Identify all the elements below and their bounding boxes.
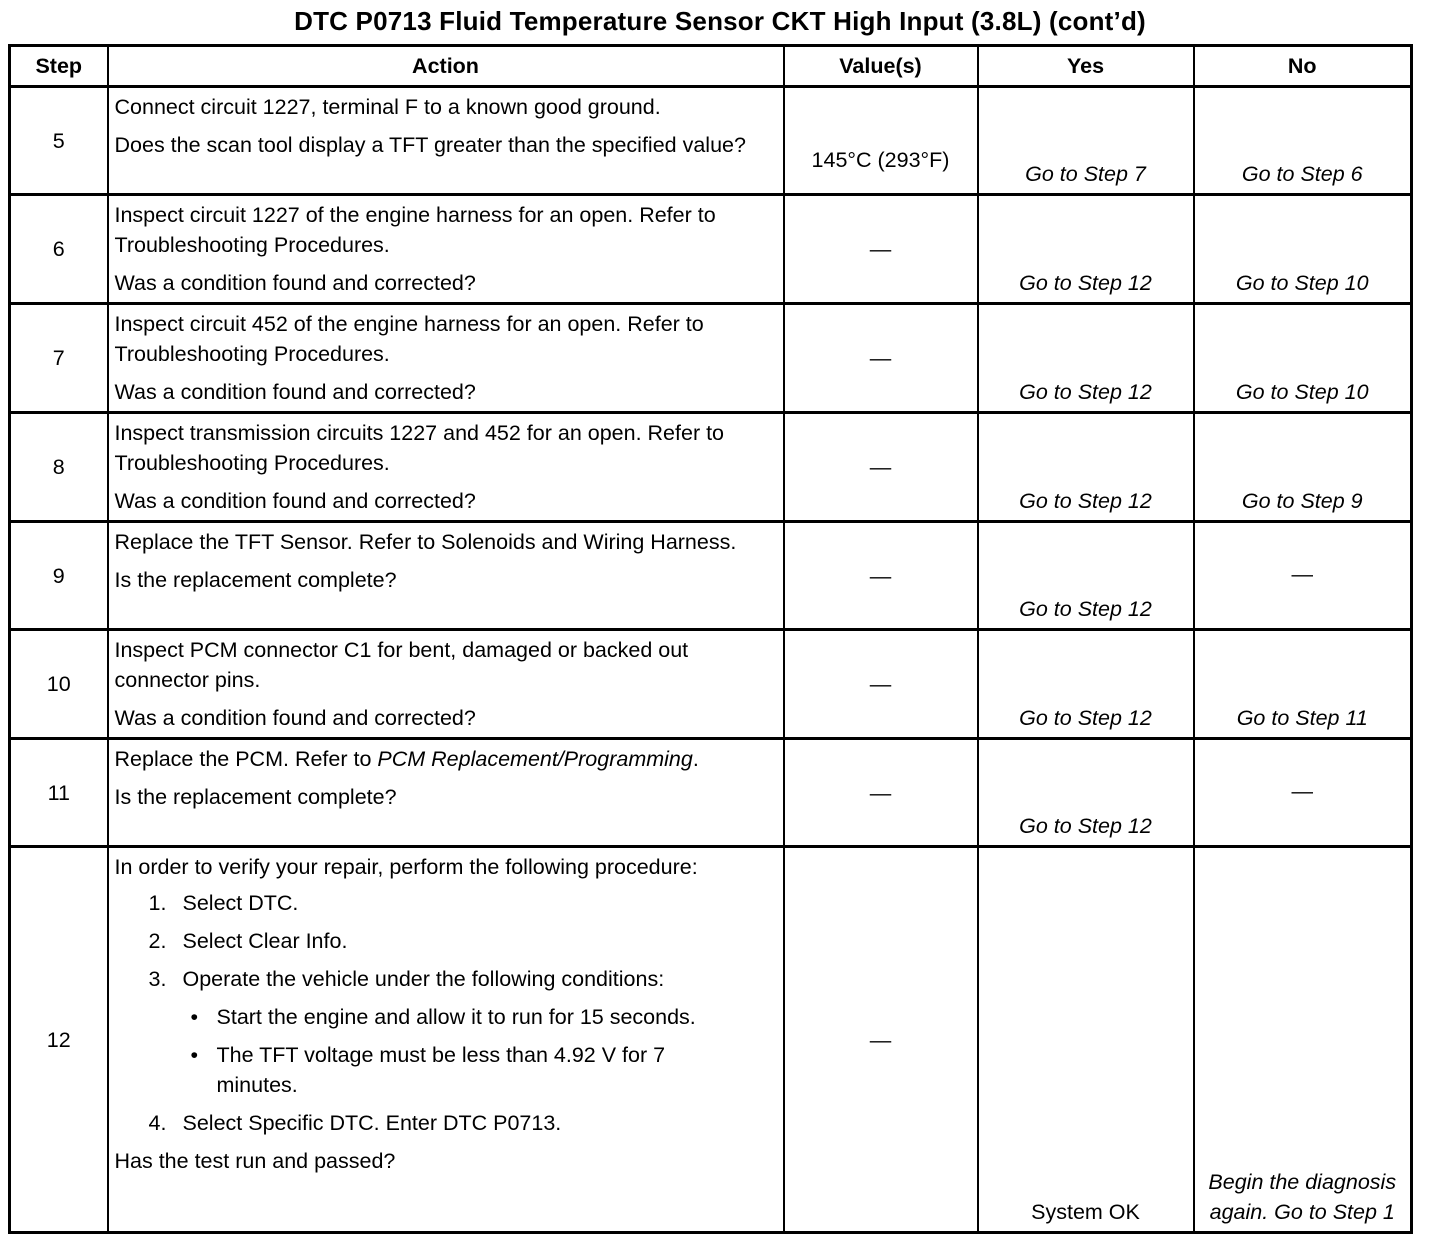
action-text — [115, 744, 777, 774]
yes-cell: Go to Step 12 — [978, 304, 1194, 413]
step-number: 11 — [10, 739, 108, 847]
procedure-number: 1. — [148, 891, 167, 915]
header-action: Action — [108, 46, 784, 87]
table-row — [10, 522, 1412, 630]
yes-cell: Go to Step 12 — [978, 739, 1194, 847]
header-step: Step — [10, 46, 108, 87]
value-cell: — — [784, 630, 978, 739]
action-cell — [108, 413, 784, 522]
yes-cell: Go to Step 12 — [978, 630, 1194, 739]
action-question: Was a condition found and corrected? — [114, 489, 476, 513]
table-row — [10, 630, 1412, 739]
action-question: Is the replacement complete? — [114, 785, 397, 809]
table-row — [10, 87, 1412, 195]
action-question: Was a condition found and corrected? — [114, 271, 476, 295]
step-number: 12 — [10, 847, 108, 1233]
step-number: 6 — [10, 195, 108, 304]
procedure-number: 3. — [148, 967, 167, 991]
bullet-icon: • — [190, 1005, 199, 1029]
header-value: Value(s) — [784, 46, 978, 87]
action-text: Replace the TFT Sensor. Refer to Solenoids and Wiring Harness. — [114, 530, 737, 554]
diagnostic-table — [8, 44, 1413, 1234]
yes-cell: Go to Step 12 — [978, 522, 1194, 630]
procedure-text: Select DTC. — [182, 891, 299, 915]
value-cell: — — [784, 522, 978, 630]
value-cell: — — [784, 304, 978, 413]
no-cell: Go to Step 11 — [1194, 630, 1412, 739]
step-number: 9 — [10, 522, 108, 630]
step-number: 10 — [10, 630, 108, 739]
action-cell — [108, 522, 784, 630]
procedure-text: Operate the vehicle under the following conditions: — [182, 967, 665, 991]
action-question: Does the scan tool display a TFT greater than the specified value? — [114, 133, 746, 157]
step-number: 5 — [10, 87, 108, 195]
condition-text: Start the engine and allow it to run for 15 seconds. — [216, 1005, 696, 1029]
condition-text: The TFT voltage must be less than 4.92 V for 7 minutes. — [216, 1043, 666, 1097]
action-intro: In order to verify your repair, perform the following procedure: — [114, 855, 698, 879]
action-question: Is the replacement complete? — [114, 568, 397, 592]
procedure-item — [149, 888, 777, 918]
procedure-list — [115, 888, 777, 1138]
action-question: Has the test run and passed? — [114, 1149, 396, 1173]
procedure-item — [149, 1108, 777, 1138]
action-cell — [108, 739, 784, 847]
no-cell: Go to Step 9 — [1194, 413, 1412, 522]
condition-item — [183, 1002, 717, 1032]
value-cell: 145°C (293°F) — [784, 87, 978, 195]
no-cell: — — [1194, 522, 1412, 630]
no-cell: Go to Step 10 — [1194, 304, 1412, 413]
value-cell: — — [784, 739, 978, 847]
no-cell: — — [1194, 739, 1412, 847]
yes-cell: System OK — [978, 847, 1194, 1233]
action-question: Was a condition found and corrected? — [114, 380, 476, 404]
action-cell — [108, 195, 784, 304]
value-cell: — — [784, 413, 978, 522]
table-header-row — [10, 46, 1412, 87]
action-text: Inspect circuit 1227 of the engine harness for an open. Refer to Troubleshooting Procedures. — [114, 203, 716, 257]
header-yes: Yes — [978, 46, 1194, 87]
action-text: Inspect transmission circuits 1227 and 452 for an open. Refer to Troubleshooting Procedures. — [114, 421, 725, 475]
table-row — [10, 195, 1412, 304]
condition-item — [183, 1040, 717, 1100]
action-cell — [108, 304, 784, 413]
action-text: Inspect circuit 452 of the engine harness for an open. Refer to Troubleshooting Procedures. — [114, 312, 704, 366]
page-title: DTC P0713 Fluid Temperature Sensor CKT High Input (3.8L) (cont’d) — [294, 6, 1146, 36]
action-text-reference: PCM Replacement/Programming — [377, 747, 693, 771]
action-cell — [108, 847, 784, 1233]
action-text-suffix: . — [692, 747, 699, 771]
procedure-item — [149, 964, 777, 1100]
action-cell — [108, 630, 784, 739]
table-row — [10, 847, 1412, 1233]
bullet-icon: • — [190, 1043, 199, 1067]
action-text-prefix: Replace the PCM. Refer to — [114, 747, 378, 771]
step-number: 8 — [10, 413, 108, 522]
value-cell: — — [784, 195, 978, 304]
step-number: 7 — [10, 304, 108, 413]
table-row — [10, 304, 1412, 413]
procedure-text: Select Clear Info. — [182, 929, 348, 953]
condition-list — [183, 1002, 777, 1100]
action-text: Connect circuit 1227, terminal F to a known good ground. — [114, 95, 661, 119]
procedure-number: 4. — [148, 1111, 167, 1135]
no-cell: Begin the diagnosis again. Go to Step 1 — [1194, 847, 1412, 1233]
action-cell — [108, 87, 784, 195]
no-cell: Go to Step 10 — [1194, 195, 1412, 304]
header-no: No — [1194, 46, 1412, 87]
no-cell: Go to Step 6 — [1194, 87, 1412, 195]
yes-cell: Go to Step 7 — [978, 87, 1194, 195]
procedure-item — [149, 926, 777, 956]
yes-cell: Go to Step 12 — [978, 195, 1194, 304]
procedure-text: Select Specific DTC. Enter DTC P0713. — [182, 1111, 562, 1135]
action-question: Was a condition found and corrected? — [114, 706, 476, 730]
value-cell: — — [784, 847, 978, 1233]
table-row — [10, 739, 1412, 847]
action-text: Inspect PCM connector C1 for bent, damaged or backed out connector pins. — [114, 638, 689, 692]
procedure-number: 2. — [148, 929, 167, 953]
yes-cell: Go to Step 12 — [978, 413, 1194, 522]
table-row — [10, 413, 1412, 522]
